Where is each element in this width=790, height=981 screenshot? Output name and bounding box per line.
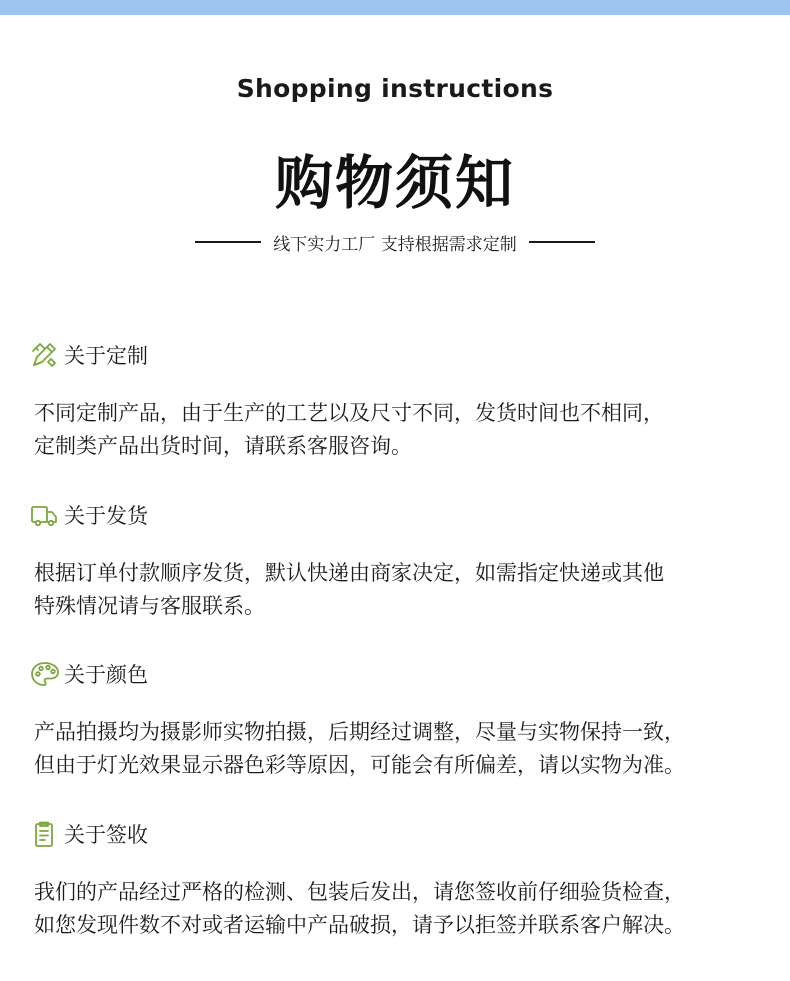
section-body-line: 不同定制产品，由于生产的工艺以及尺寸不同，发货时间也不相同， <box>34 401 664 425</box>
section-body <box>30 397 780 463</box>
clipboard-checklist-icon <box>30 820 58 848</box>
subtitle-divider-right <box>529 241 595 243</box>
delivery-truck-icon <box>30 501 58 529</box>
section-body-line: 但由于灯光效果显示器色彩等原因，可能会有所偏差，请以实物为准。 <box>34 753 685 777</box>
subtitle-row <box>0 229 790 255</box>
section-body <box>30 876 780 942</box>
pencil-ruler-icon <box>30 341 58 369</box>
section-title-row <box>30 500 780 530</box>
palette-icon <box>30 660 58 688</box>
section-title-row <box>30 819 780 849</box>
section-body <box>30 716 780 782</box>
top-accent-bar <box>0 0 790 15</box>
section-customization <box>30 340 780 463</box>
section-title: 关于颜色 <box>64 663 148 687</box>
section-color <box>30 659 780 782</box>
section-body-line: 如您发现件数不对或者运输中产品破损，请予以拒签并联系客户解决。 <box>34 913 685 937</box>
section-title: 关于发货 <box>64 504 148 528</box>
section-body-line: 特殊情况请与客服联系。 <box>34 594 265 618</box>
section-body-line: 根据订单付款顺序发货，默认快递由商家决定，如需指定快递或其他 <box>34 561 664 585</box>
section-body-line: 定制类产品出货时间，请联系客服咨询。 <box>34 434 412 458</box>
header-title-cn: 购物须知 <box>274 149 515 217</box>
section-title: 关于定制 <box>64 344 148 368</box>
header-title-en: Shopping instructions <box>236 74 554 103</box>
subtitle-divider-left <box>195 241 261 243</box>
section-title: 关于签收 <box>64 823 148 847</box>
section-title-row <box>30 340 780 370</box>
section-title-row <box>30 659 780 689</box>
section-receipt <box>30 819 780 942</box>
section-body-line: 产品拍摄均为摄影师实物拍摄，后期经过调整，尽量与实物保持一致， <box>34 720 685 744</box>
section-shipping <box>30 500 780 623</box>
section-body <box>30 557 780 623</box>
section-body-line: 我们的产品经过严格的检测、包装后发出，请您签收前仔细验货检查， <box>34 880 685 904</box>
subtitle-text: 线下实力工厂 支持根据需求定制 <box>273 234 517 255</box>
